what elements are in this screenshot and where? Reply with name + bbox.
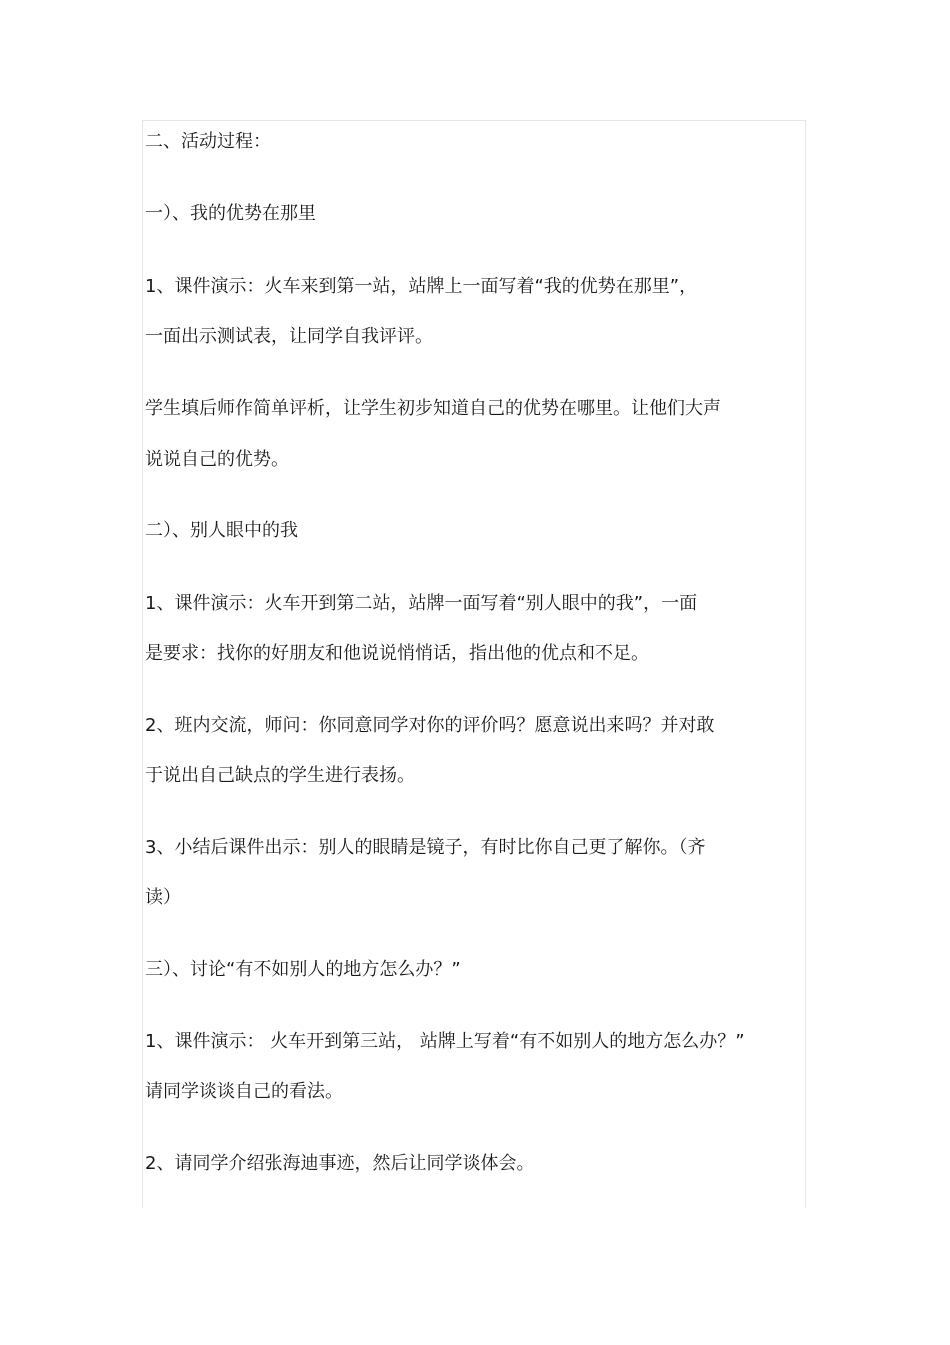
paragraph-line: 说说自己的优势。: [145, 449, 289, 470]
paragraph-line: 2、请同学介绍张海迪事迹，然后让同学谈体会。: [145, 1153, 535, 1174]
subsection-heading-me-in-others-eyes: 二）、别人眼中的我: [145, 520, 298, 541]
paragraph-line: 是要求：找你的好朋友和他说说悄悄话，指出他的优点和不足。: [145, 643, 649, 664]
paragraph-line: 1、课件演示：火车来到第一站，站牌上一面写着“我的优势在那里”，: [145, 276, 698, 297]
paragraph-line: 3、小结后课件出示：别人的眼睛是镜子，有时比你自己更了解你。（齐: [145, 837, 706, 858]
paragraph-line: 请同学谈谈自己的看法。: [145, 1081, 343, 1102]
paragraph-line: 2、班内交流，师问：你同意同学对你的评价吗？愿意说出来吗？并对敢: [145, 715, 715, 736]
subsection-heading-my-strengths: 一）、我的优势在那里: [145, 203, 316, 224]
paragraph-line: 1、课件演示： 火车开到第三站， 站牌上写着“有不如别人的地方怎么办？”: [145, 1031, 745, 1052]
paragraph-line: 一面出示测试表，让同学自我评评。: [145, 326, 433, 347]
paragraph-line: 1、课件演示：火车开到第二站，站牌一面写着“别人眼中的我”，一面: [145, 593, 698, 614]
paragraph-line: 读）: [145, 887, 181, 908]
section-heading-activity-process: 二、活动过程：: [145, 131, 271, 152]
paragraph-line: 学生填后师作简单评析，让学生初步知道自己的优势在哪里。让他们大声: [145, 398, 721, 419]
subsection-heading-discussion: 三）、讨论“有不如别人的地方怎么办？”: [145, 959, 461, 980]
paragraph-line: 于说出自己缺点的学生进行表扬。: [145, 765, 415, 786]
